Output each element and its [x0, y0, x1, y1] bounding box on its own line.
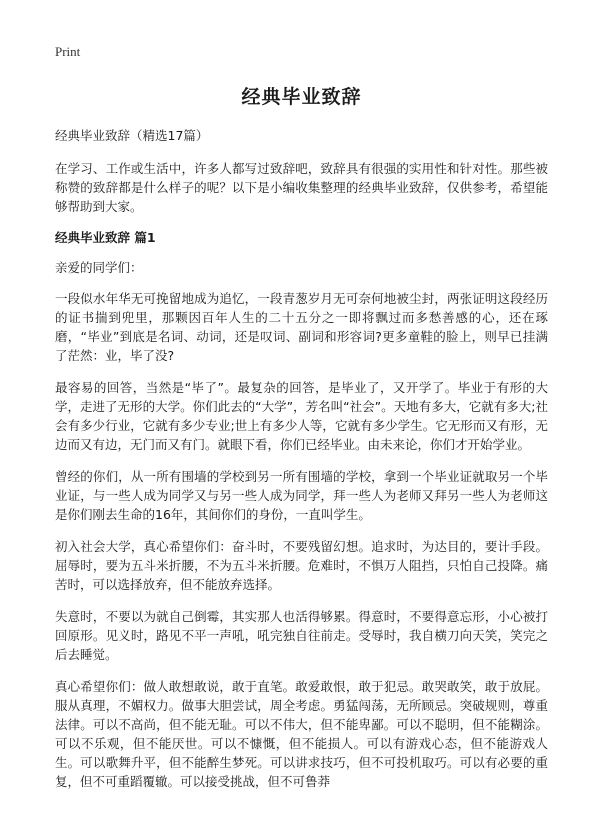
document-subtitle: 经典毕业致辞（精选17篇） [55, 128, 209, 143]
salutation: 亲爱的同学们： [55, 260, 143, 275]
body-paragraph: 失意时，不要以为就自己倒霉，其实那人也活得够累。得意时，不要得意忘形，小心被打回原形。见义时，路见不平一声吼，吼完独自往前走。受辱时，我自横刀向天笑，笑完之后去睡觉。 [55, 609, 548, 662]
body-paragraph: 最容易的回答，当然是“毕了”。最复杂的回答，是毕业了，又开学了。毕业于有形的大学，走进了无形的大学。你们此去的“大学”，芳名叫“社会”。天地有多大，它就有多大;社会有多少行业，它就有多少专业;世上有多少人等，它就有多少学生。它无形而又有形，无边而又有边，无门而又有门。就眼下看，你们已经毕业。由未来论，你们才开始学业。 [55, 380, 548, 452]
body-paragraph: 真心希望你们：做人敢想敢说，敢于直笔。敢爱敢恨，敢于犯忌。敢哭敢笑，敢于放屁。服从真理，不媚权力。做事大胆尝试，周全考虑。勇猛闯荡，无所顾忌。突破规则，尊重法律。可以不高尚，但不能无耻。可以不伟大，但不能卑鄙。可以不聪明，但不能糊涂。可以不乐观，但不能厌世。可以不慷慨，但不能损人。可以有游戏心态，但不能游戏人生。可以歌舞升平，但不能醉生梦死。可以讲求技巧，但不可投机取巧。可以有必要的重复，但不可重蹈覆辙。可以接受挑战，但不可鲁莽 [55, 679, 548, 789]
body-paragraph: 初入社会大学，真心希望你们：奋斗时，不要残留幻想。追求时，为达目的，要计手段。屈辱时，要为五斗米折腰，不为五斗米折腰。危难时，不惧万人阻挡，只怕自己投降。痛苦时，可以选择放弃，但不能放弃选择。 [55, 539, 548, 592]
section-heading: 经典毕业致辞 篇1 [55, 230, 156, 245]
page-title: 经典毕业致辞 [241, 86, 362, 108]
body-paragraph: 一段似水年华无可挽留地成为追忆，一段青葱岁月无可奈何地被尘封，两张证明这段经历的证书揣到兜里，那颗因百年人生的二十五分之一即将飘过而多愁善感的心，还在琢磨，“毕业”到底是名词、动词，还是叹词、副词和形容词?更多童鞋的脸上，则早已挂满了茫然：业，毕了没? [55, 291, 548, 363]
print-link[interactable]: Print [55, 44, 81, 59]
body-paragraph: 曾经的你们，从一所有围墙的学校到另一所有围墙的学校，拿到一个毕业证就取另一个毕业证，与一些人成为同学又与另一些人成为同学，拜一些人为老师又拜另一些人为老师这是你们刚去生命的16年，其间你们的身份，一直叫学生。 [55, 469, 548, 522]
intro-paragraph: 在学习、工作或生活中，许多人都写过致辞吧，致辞具有很强的实用性和针对性。那些被称赞的致辞都是什么样子的呢？以下是小编收集整理的经典毕业致辞，仅供参考，希望能够帮助到大家。 [55, 161, 548, 214]
